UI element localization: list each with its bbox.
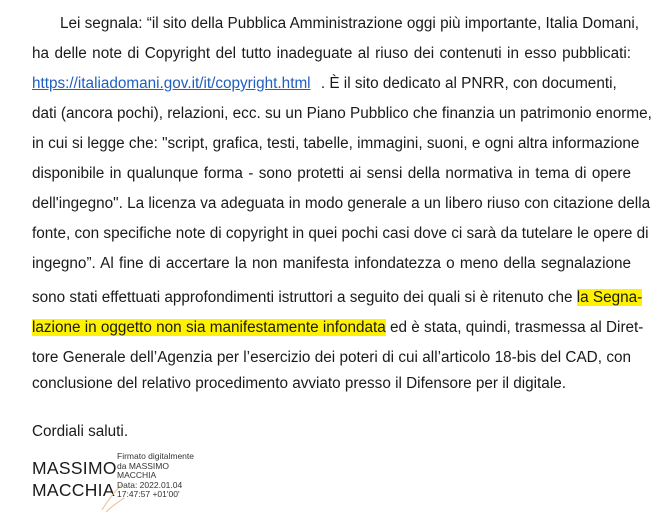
paragraph-line: tore Generale dell’Agenzia per l’esercizio dei poteri di cui all’articolo 18-bis del CAD, con <box>32 349 631 366</box>
paragraph-line <box>32 318 644 338</box>
paragraph-line <box>32 74 631 94</box>
line-text: sono stati effettuati approfondimenti istruttori a seguito dei quali si è ritenuto che <box>32 289 577 306</box>
signature-metadata <box>117 452 194 500</box>
paragraph-line <box>32 288 643 308</box>
copyright-link[interactable]: https://italiadomani.gov.it/it/copyright.html <box>32 75 311 92</box>
paragraph-line: Lei segnala: “il sito della Pubblica Amministrazione oggi più importante, Italia Domani, <box>60 15 640 32</box>
paragraph-line: disponibile in qualunque forma - sono protetti ai sensi della normativa in tema di opere <box>32 165 631 182</box>
paragraph-line: dell'ingegno". La licenza va adeguata in modo generale a un libero riuso con citazione della <box>32 195 651 212</box>
paragraph-line: dati (ancora pochi), relazioni, ecc. su un Piano Pubblico che finanzia un patrimonio enorme, <box>32 105 652 122</box>
paragraph-line: in cui si legge che: "script, grafica, testi, tabelle, immagini, suoni, e ogni altra informazione <box>32 135 640 152</box>
signature-name-last: MACCHIA <box>32 480 115 500</box>
paragraph-line: ha delle note di Copyright del tutto inadeguate al riuso dei contenuti in esso pubblicati: <box>32 45 631 62</box>
paragraph-line: ingegno”. Al fine di accertare la non manifesta infondatezza o meno della segnalazione <box>32 255 631 272</box>
closing-salutation: Cordiali saluti. <box>32 423 129 440</box>
signature-meta-line: Firmato digitalmente <box>117 451 195 461</box>
highlighted-text: la Segna- <box>576 289 643 306</box>
signature-meta-line: da MASSIMO <box>117 460 169 471</box>
paragraph-line: conclusione del relativo procedimento avviato presso il Difensore per il digitale. <box>32 375 566 392</box>
line-text: ed è stata, quindi, trasmessa al Diret- <box>385 319 644 336</box>
highlighted-text: lazione in oggetto non sia manifestamente infondata <box>32 319 386 336</box>
link-trailing-text: . È il sito dedicato al PNRR, con documenti, <box>320 75 617 92</box>
signature-meta-line: 17:47:57 +01'00' <box>117 489 180 500</box>
signature-meta-line: MACCHIA <box>117 470 157 481</box>
signature-name-first: MASSIMO <box>32 458 117 478</box>
paragraph-line: fonte, con specifiche note di copyright in quei pochi casi dove ci sarà da tutelare le opere di <box>32 225 649 242</box>
signature-meta-line: Data: 2022.01.04 <box>117 479 183 490</box>
